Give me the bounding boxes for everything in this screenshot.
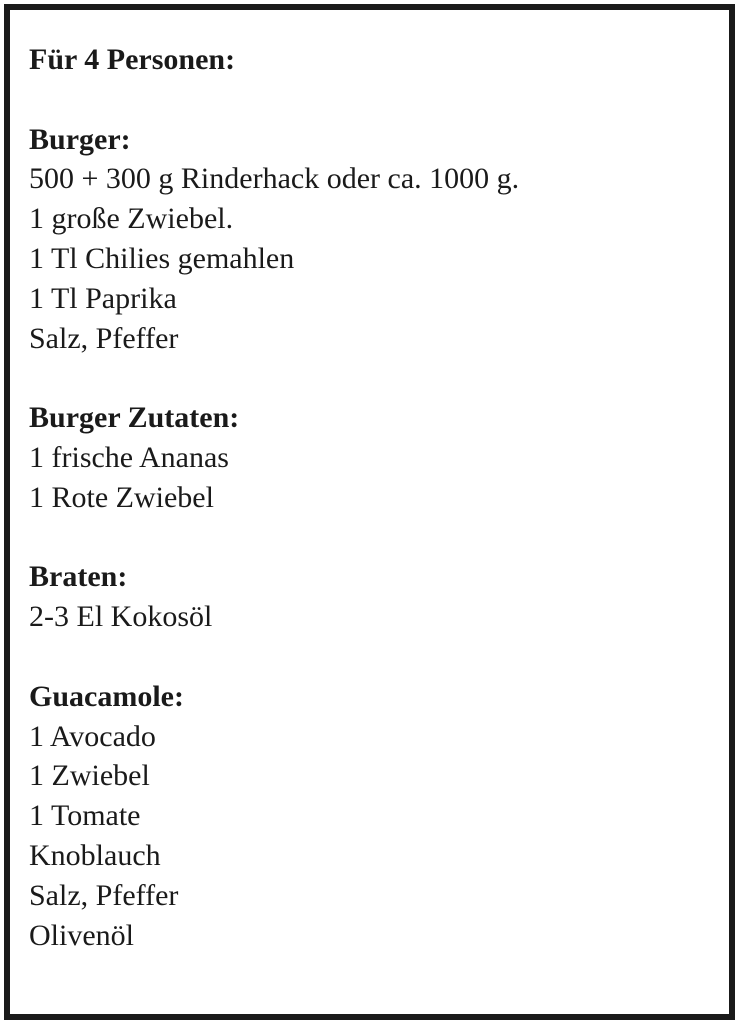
servings-title: Für 4 Personen: <box>29 43 236 76</box>
ingredient-item: 1 große Zwiebel. <box>29 202 234 236</box>
ingredient-item: 1 Avocado <box>29 719 156 753</box>
ingredient-item: Salz, Pfeffer <box>29 878 179 912</box>
ingredient-item: 1 Rote Zwiebel <box>29 480 214 514</box>
section-burger <box>29 120 719 359</box>
section-guacamole <box>29 677 719 956</box>
ingredient-item: 1 Tomate <box>29 799 141 833</box>
section-burger-zutaten <box>29 398 719 517</box>
ingredient-item: Olivenöl <box>29 918 134 952</box>
section-heading: Burger Zutaten: <box>29 401 240 435</box>
ingredient-item: Salz, Pfeffer <box>29 321 179 355</box>
ingredient-list <box>29 40 719 955</box>
ingredient-item: 2-3 El Kokosöl <box>29 600 213 634</box>
section-heading: Braten: <box>29 560 128 594</box>
section-braten <box>29 557 719 637</box>
recipe-card-frame <box>4 4 735 1020</box>
ingredient-item: 1 frische Ananas <box>29 440 229 474</box>
ingredient-item: 1 Zwiebel <box>29 759 150 793</box>
ingredient-item: 1 Tl Chilies gemahlen <box>29 241 295 275</box>
section-heading: Guacamole: <box>29 679 184 713</box>
ingredient-item: 500 + 300 g Rinderhack oder ca. 1000 g. <box>29 162 520 196</box>
ingredient-item: Knoblauch <box>29 838 161 872</box>
ingredient-item: 1 Tl Paprika <box>29 281 177 315</box>
section-heading: Burger: <box>29 122 131 156</box>
